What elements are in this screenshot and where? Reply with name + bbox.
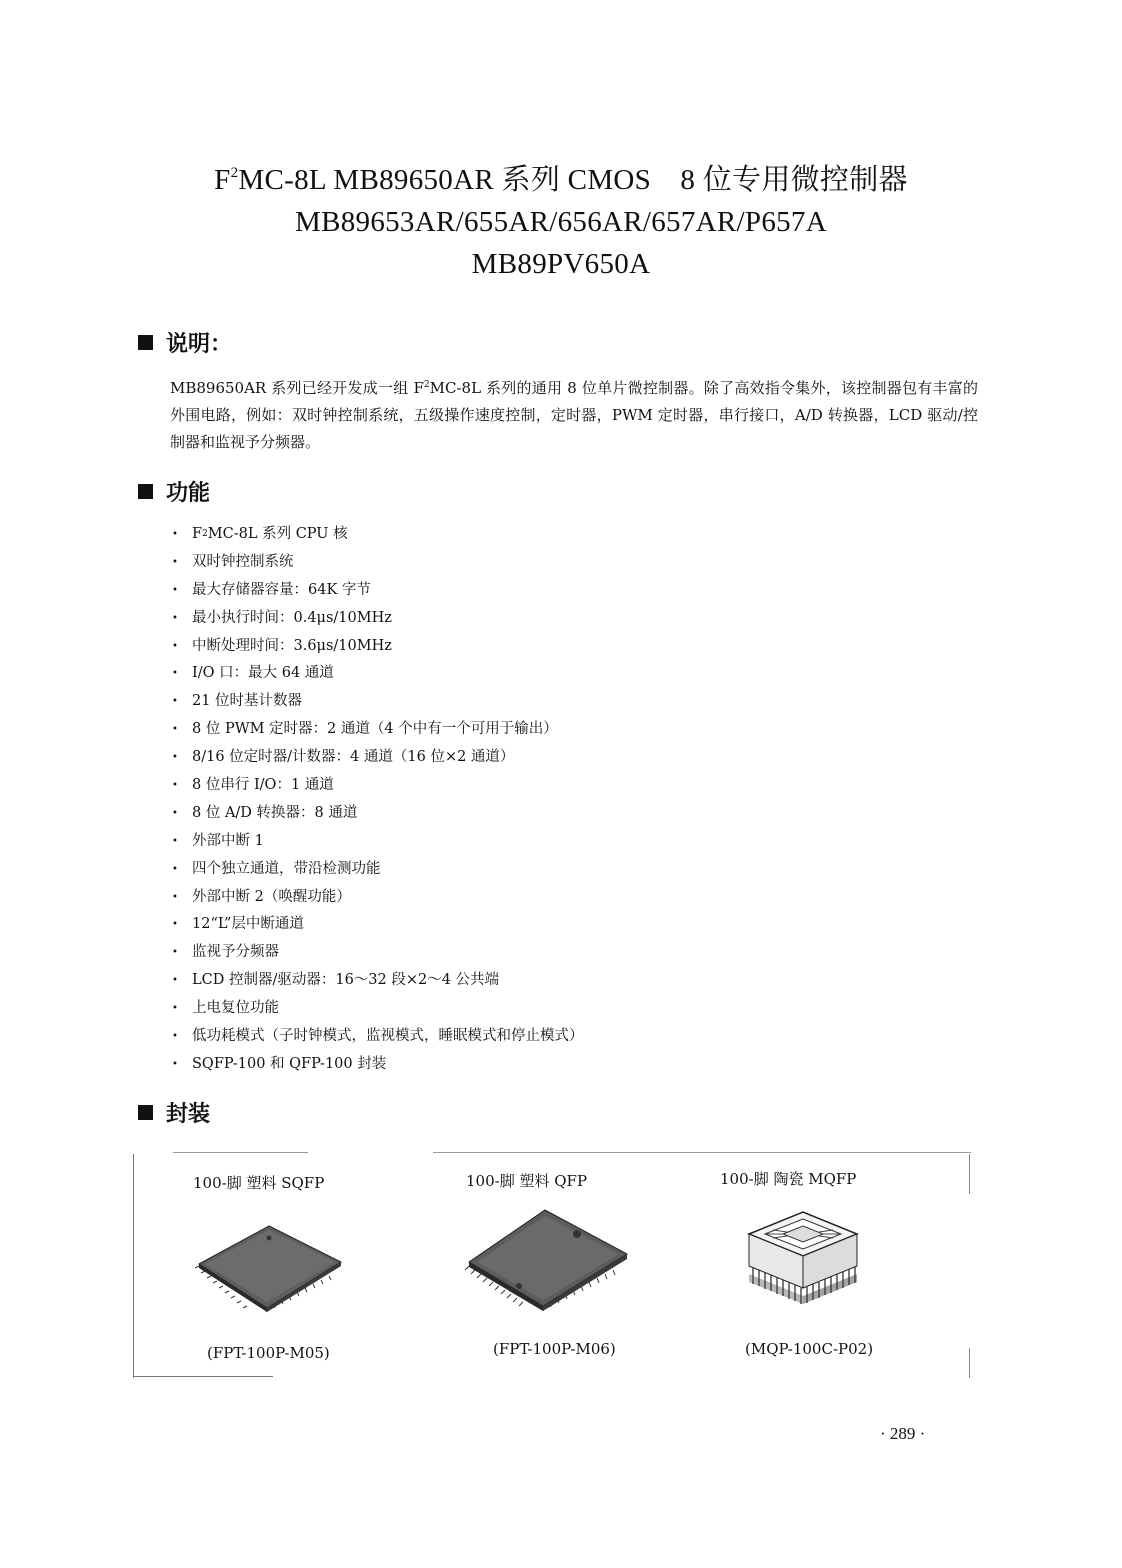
dot-bullet-icon: • [172, 947, 178, 959]
description-paragraph: MB89650AR 系列已经开发成一组 $F^2MC-8L$ 系列的通用 8 位单片微控制器。除了高效指令集外，该控制器包有丰富的外围电路，例如：双时钟控制系统，五级操作速度控制，定时器，PWM 定时器，串行接口，A/D 转换器，LCD 驱动/控制器和监视予分频器。 [170, 379, 979, 451]
list-item: • 双时钟控制系统 [172, 549, 584, 577]
title-line-3: MB89PV650A [471, 248, 651, 280]
list-item: • 最大存储器容量：64K 字节 [172, 577, 584, 605]
list-item: • 中断处理时间：3.6μs/10MHz [172, 633, 584, 661]
list-item: • F 2 MC-8L 系列 CPU 核 [172, 521, 584, 549]
page-number: · 289 · [880, 1424, 926, 1443]
dot-bullet-icon: • [172, 529, 178, 540]
package-code: (FPT-100P-M05) [207, 1344, 330, 1362]
dot-bullet-icon: • [172, 975, 178, 987]
dot-bullet-icon: • [172, 807, 178, 819]
dot-bullet-icon: • [172, 752, 178, 764]
dot-bullet-icon: • [172, 668, 178, 680]
frame-top-line [173, 1152, 308, 1153]
frame-top-line [433, 1152, 971, 1153]
list-item: • 12“L”层中断通道 [172, 911, 584, 939]
features-heading: 功能 [138, 476, 210, 507]
package-figure [133, 1152, 971, 1378]
document-title [0, 152, 1122, 285]
package-heading: 封装 [138, 1097, 210, 1128]
frame-left-line [133, 1154, 134, 1378]
dot-bullet-icon: • [172, 640, 178, 652]
dot-bullet-icon: • [172, 696, 178, 708]
description-heading: 说明： [138, 327, 232, 358]
dot-bullet-icon: • [172, 919, 178, 931]
package-code: (MQP-100C-P02) [745, 1340, 874, 1358]
sqfp-chip-image [195, 1216, 347, 1316]
dot-bullet-icon: • [172, 891, 178, 903]
frame-bottom-line [133, 1376, 273, 1377]
list-item: • 21 位时基计数器 [172, 688, 584, 716]
list-item: • LCD 控制器/驱动器：16～32 段×2～4 公共端 [172, 967, 584, 995]
dot-bullet-icon: • [172, 584, 178, 596]
dot-bullet-icon: • [172, 724, 178, 736]
list-item: • 最小执行时间：0.4μs/10MHz [172, 605, 584, 633]
list-item: • 外部中断 2（唤醒功能） [172, 884, 584, 912]
list-item: • 监视予分频器 [172, 939, 584, 967]
list-item: • 8 位 A/D 转换器：8 通道 [172, 800, 584, 828]
list-item: • 8 位串行 I/O：1 通道 [172, 772, 584, 800]
square-bullet-icon [138, 335, 153, 350]
list-item: • 8 位 PWM 定时器：2 通道（4 个中有一个可用于输出） [172, 716, 584, 744]
package-code: (FPT-100P-M06) [493, 1340, 616, 1358]
title-line-2: MB89653AR/655AR/656AR/657AR/P657A [295, 206, 827, 238]
list-item: • SQFP-100 和 QFP-100 封装 [172, 1051, 584, 1079]
list-item: • 外部中断 1 [172, 828, 584, 856]
mqfp-chip-image [743, 1204, 863, 1324]
list-item: • 四个独立通道，带沿检测功能 [172, 856, 584, 884]
package-label: 100-脚 塑料 SQFP [193, 1174, 325, 1192]
dot-bullet-icon: • [172, 780, 178, 792]
qfp-chip-image [463, 1204, 633, 1316]
features-list [172, 521, 584, 1079]
list-item: • 上电复位功能 [172, 995, 584, 1023]
square-bullet-icon [138, 484, 153, 499]
frame-right-line [969, 1154, 970, 1194]
dot-bullet-icon: • [172, 835, 178, 847]
list-item: • 低功耗模式（子时钟模式，监视模式，睡眠模式和停止模式） [172, 1023, 584, 1051]
frame-right-line [969, 1348, 970, 1378]
title-line-1: $F^2MC-8L$ MB89650AR 系列 CMOS 8 位专用微控制器 [214, 164, 908, 196]
square-bullet-icon [138, 1105, 153, 1120]
dot-bullet-icon: • [172, 612, 178, 624]
package-label: 100-脚 塑料 QFP [466, 1172, 588, 1190]
dot-bullet-icon: • [172, 1031, 178, 1043]
package-label: 100-脚 陶瓷 MQFP [720, 1170, 857, 1188]
list-item: • I/O 口：最大 64 通道 [172, 660, 584, 688]
dot-bullet-icon: • [172, 556, 178, 568]
dot-bullet-icon: • [172, 863, 178, 875]
list-item: • 8/16 位定时器/计数器：4 通道（16 位×2 通道） [172, 744, 584, 772]
dot-bullet-icon: • [172, 1003, 178, 1015]
dot-bullet-icon: • [172, 1058, 178, 1070]
